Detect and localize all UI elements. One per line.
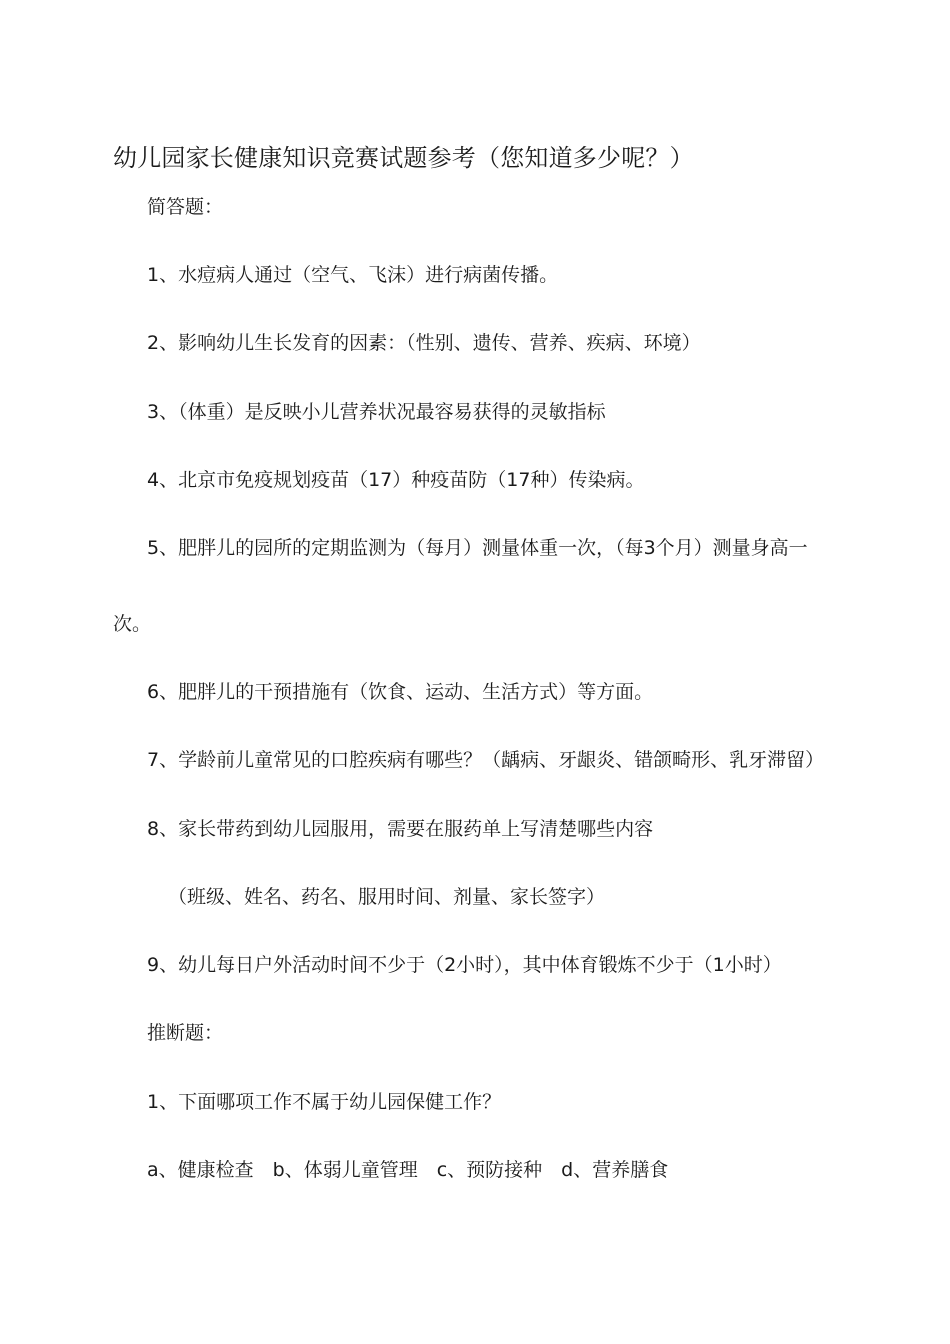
short-answer-7: 7、学龄前儿童常见的口腔疾病有哪些？（龋病、牙龈炎、错颌畸形、乳牙滞留） (147, 749, 825, 771)
short-answer-6: 6、肥胖儿的干预措施有（饮食、运动、生活方式）等方面。 (147, 681, 654, 703)
judgement-options: a、健康检查 b、体弱儿童管理 c、预防接种 d、营养膳食 (147, 1159, 669, 1181)
short-answer-1: 1、水痘病人通过（空气、飞沫）进行病菌传播。 (147, 264, 559, 286)
short-answer-5: 5、肥胖儿的园所的定期监测为（每月）测量体重一次，（每3个月）测量身高一 (147, 537, 808, 559)
short-answer-4: 4、北京市免疫规划疫苗（17）种疫苗防（17种）传染病。 (147, 469, 645, 491)
short-answer-heading: 简答题： (147, 196, 224, 218)
judgement-heading: 推断题： (147, 1022, 224, 1044)
document-title: 幼儿园家长健康知识竞赛试题参考（您知道多少呢？） (113, 144, 694, 172)
short-answer-8: 8、家长带药到幼儿园服用，需要在服药单上写清楚哪些内容 (147, 818, 654, 840)
short-answer-5-continued: 次。 (113, 613, 152, 635)
short-answer-3: 3、（体重）是反映小儿营养状况最容易获得的灵敏指标 (147, 401, 606, 423)
short-answer-8-answer: （班级、姓名、药名、服用时间、剂量、家长签字） (168, 886, 606, 908)
judgement-question-1: 1、下面哪项工作不属于幼儿园保健工作？ (147, 1091, 502, 1113)
short-answer-9: 9、幼儿每日户外活动时间不少于（2小时），其中体育锻炼不少于（1小时） (147, 954, 782, 976)
short-answer-2: 2、影响幼儿生长发育的因素：（性别、遗传、营养、疾病、环境） (147, 332, 701, 354)
